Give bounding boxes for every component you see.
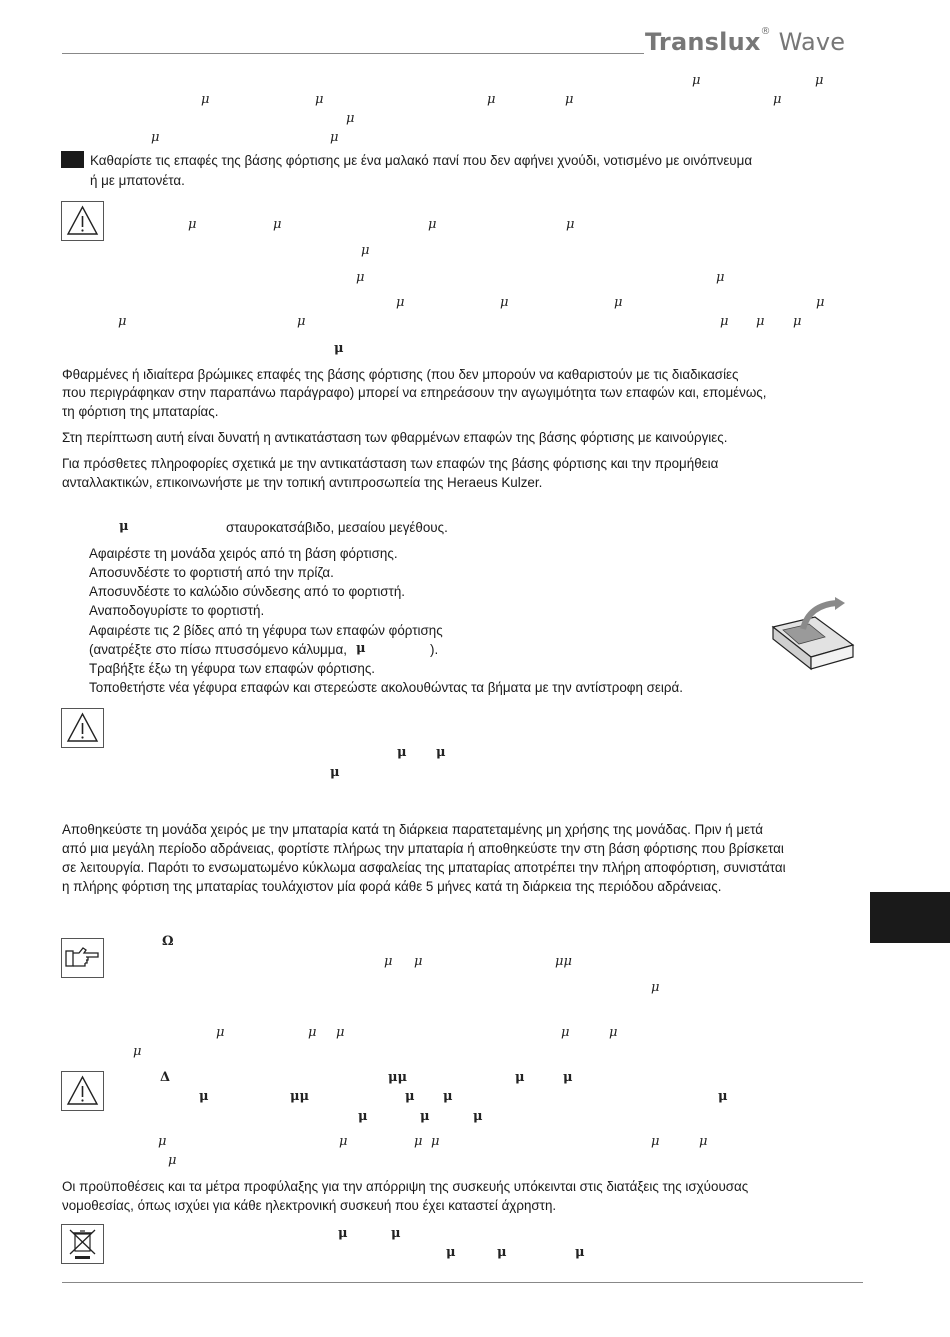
header-rule <box>62 53 644 54</box>
step-6: (ανατρέξτε στο πίσω πτυσσόμενο κάλυμμα, <box>89 642 347 657</box>
mu-glyph: μμ <box>555 954 572 969</box>
storage-line-4: η πλήρης φόρτιση της μπαταρίας τουλάχιστον μία φορά κάθε 5 μήνες κατά τη διάρκεια της περιόδου αδράνειας. <box>62 879 722 894</box>
mu-glyph-bold: μ <box>436 745 446 760</box>
mu-glyph: μ <box>815 73 824 88</box>
mu-glyph: μ <box>297 314 306 329</box>
mu-glyph: μ <box>566 217 575 232</box>
step-5: Αφαιρέστε τις 2 βίδες από τη γέφυρα των επαφών φόρτισης <box>89 623 443 638</box>
warning-triangle-icon <box>62 1072 103 1110</box>
step-1: Αφαιρέστε τη μονάδα χειρός από τη βάση φόρτισης. <box>89 546 398 561</box>
mu-glyph: μ <box>315 92 324 107</box>
mu-glyph: μ <box>614 295 623 310</box>
storage-line-1: Αποθηκεύστε τη μονάδα χειρός με την μπαταρία κατά τη διάρκεια παρατεταμένης μη χρήσης της μονάδας. Πριν ή μετά <box>62 822 763 837</box>
mu-glyph: μ <box>151 130 160 145</box>
mu-glyph: μ <box>273 217 282 232</box>
mu-glyph: μ <box>773 92 782 107</box>
brand-logo <box>645 28 845 56</box>
mu-glyph: μ <box>414 954 423 969</box>
clean-line-2: ή με μπατονέτα. <box>90 173 185 188</box>
mu-glyph-bold: μ <box>563 1070 573 1085</box>
mu-glyph-bold: μ <box>356 641 366 656</box>
weee-box <box>61 1224 104 1264</box>
mu-glyph: μ <box>816 295 825 310</box>
mu-glyph-bold: μ <box>119 519 129 534</box>
mu-glyph: μ <box>651 980 660 995</box>
omega-glyph: Ω <box>162 934 174 949</box>
mu-glyph-bold: μμ <box>388 1070 408 1085</box>
mu-glyph: μ <box>133 1044 142 1059</box>
warning-box <box>61 1071 104 1111</box>
mu-glyph: μ <box>216 1025 225 1040</box>
step-7: Τραβήξτε έξω τη γέφυρα των επαφών φόρτισης. <box>89 661 376 676</box>
info-line-1: Για πρόσθετες πληροφορίες σχετικά με την αντικατάσταση των επαφών της βάσης φόρτισης και την προμήθεια <box>62 456 719 471</box>
mu-glyph-bold: μμ <box>290 1089 310 1104</box>
mu-glyph-bold: μ <box>473 1109 483 1124</box>
damaged-line-2: που περιγράφηκαν στην παραπάνω παράγραφο) μπορεί να επηρεάσουν την αγωγιμότητα των επαφών και, επομένως, <box>62 385 767 400</box>
mu-glyph: μ <box>414 1134 423 1149</box>
mu-glyph-bold: μ <box>199 1089 209 1104</box>
mu-glyph-bold: μ <box>718 1089 728 1104</box>
delta-glyph: Δ <box>160 1070 171 1085</box>
mu-glyph-bold: μ <box>334 341 344 356</box>
warning-triangle-icon <box>62 709 103 747</box>
pointing-hand-icon <box>62 939 103 977</box>
info-line-2: ανταλλακτικών, επικοινωνήστε με την τοπική αντιπροσωπεία της Heraeus Kulzer. <box>62 475 543 490</box>
note-box <box>61 938 104 978</box>
warning-box <box>61 201 104 241</box>
mu-glyph: μ <box>330 130 339 145</box>
mu-glyph-bold: μ <box>443 1089 453 1104</box>
mu-glyph: μ <box>561 1025 570 1040</box>
mu-glyph-bold: μ <box>575 1245 585 1260</box>
replace-line: Στη περίπτωση αυτή είναι δυνατή η αντικατάσταση των φθαρμένων επαφών της βάσης φόρτισης με καινούργιες. <box>62 430 728 445</box>
mu-glyph-bold: μ <box>397 745 407 760</box>
mu-glyph-bold: μ <box>338 1226 348 1241</box>
mu-glyph: μ <box>336 1025 345 1040</box>
mu-glyph: μ <box>716 270 725 285</box>
tool-line: σταυροκατσάβιδο, μεσαίου μεγέθους. <box>226 520 448 535</box>
mu-glyph: μ <box>793 314 802 329</box>
mu-glyph: μ <box>500 295 509 310</box>
crossed-bin-icon <box>62 1225 103 1263</box>
warning-box <box>61 708 104 748</box>
mu-glyph-bold: μ <box>420 1109 430 1124</box>
mu-glyph: μ <box>692 73 701 88</box>
mu-glyph: μ <box>431 1134 440 1149</box>
mu-glyph: μ <box>651 1134 660 1149</box>
brand-sub: Wave <box>778 28 846 56</box>
mu-glyph: μ <box>168 1153 177 1168</box>
mu-glyph: μ <box>609 1025 618 1040</box>
mu-glyph: μ <box>201 92 210 107</box>
bullet-marker <box>61 151 84 168</box>
mu-glyph: μ <box>361 243 370 258</box>
mu-glyph: μ <box>118 314 127 329</box>
step-6-suffix: ). <box>430 642 439 657</box>
footer-rule <box>62 1282 863 1283</box>
mu-glyph: μ <box>346 111 355 126</box>
storage-line-2: από μια μεγάλη περίοδο αδράνειας, φορτίστε πλήρως την μπαταρία ή αποθηκεύστε την στη βάση φόρτισης που βρίσκεται <box>62 841 784 856</box>
step-3: Αποσυνδέστε το καλώδιο σύνδεσης από το φορτιστή. <box>89 584 406 599</box>
brand-main: Translux <box>645 28 761 56</box>
mu-glyph-bold: μ <box>330 765 340 780</box>
mu-glyph-bold: μ <box>515 1070 525 1085</box>
mu-glyph: μ <box>396 295 405 310</box>
step-8: Τοποθετήστε νέα γέφυρα επαφών και στερεώστε ακολουθώντας τα βήματα με την αντίστροφη σειρά. <box>89 680 683 695</box>
mu-glyph: μ <box>756 314 765 329</box>
disposal-line-1: Οι προϋποθέσεις και τα μέτρα προφύλαξης για την απόρριψη της συσκευής υπόκεινται στις διατάξεις της ισχύουσας <box>62 1179 749 1194</box>
mu-glyph: μ <box>428 217 437 232</box>
charger-flip-illustration <box>765 597 860 677</box>
mu-glyph: μ <box>487 92 496 107</box>
mu-glyph-bold: μ <box>497 1245 507 1260</box>
mu-glyph-bold: μ <box>405 1089 415 1104</box>
mu-glyph: μ <box>158 1134 167 1149</box>
mu-glyph: μ <box>356 270 365 285</box>
mu-glyph-bold: μ <box>391 1226 401 1241</box>
damaged-line-3: τη φόρτιση της μπαταρίας. <box>62 404 219 419</box>
warning-triangle-icon <box>62 202 103 240</box>
mu-glyph-bold: μ <box>446 1245 456 1260</box>
mu-glyph: μ <box>339 1134 348 1149</box>
step-2: Αποσυνδέστε το φορτιστή από την πρίζα. <box>89 565 334 580</box>
disposal-line-2: νομοθεσίας, όπως ισχύει για κάθε ηλεκτρονική συσκευή που έχει καταστεί άχρηστη. <box>62 1198 557 1213</box>
damaged-line-1: Φθαρμένες ή ιδιαίτερα βρώμικες επαφές της βάσης φόρτισης (που δεν μπορούν να καθαριστούν με τις διαδικασίες <box>62 367 739 382</box>
mu-glyph-bold: μ <box>358 1109 368 1124</box>
storage-line-3: σε λειτουργία. Παρότι το ενσωματωμένο κύκλωμα ασφαλείας της μπαταρίας αποτρέπει την πλήρη αποφόρτιση, συνιστάται <box>62 860 786 875</box>
mu-glyph: μ <box>308 1025 317 1040</box>
section-tab <box>870 892 950 943</box>
step-4: Αναποδογυρίστε το φορτιστή. <box>89 603 265 618</box>
clean-line-1: Καθαρίστε τις επαφές της βάσης φόρτισης με ένα μαλακό πανί που δεν αφήνει χνούδι, νοτισμένο με οινόπνευμα <box>90 153 753 168</box>
mu-glyph: μ <box>720 314 729 329</box>
mu-glyph: μ <box>699 1134 708 1149</box>
mu-glyph: μ <box>565 92 574 107</box>
mu-glyph: μ <box>384 954 393 969</box>
mu-glyph: μ <box>188 217 197 232</box>
brand-registered: ® <box>760 26 771 37</box>
